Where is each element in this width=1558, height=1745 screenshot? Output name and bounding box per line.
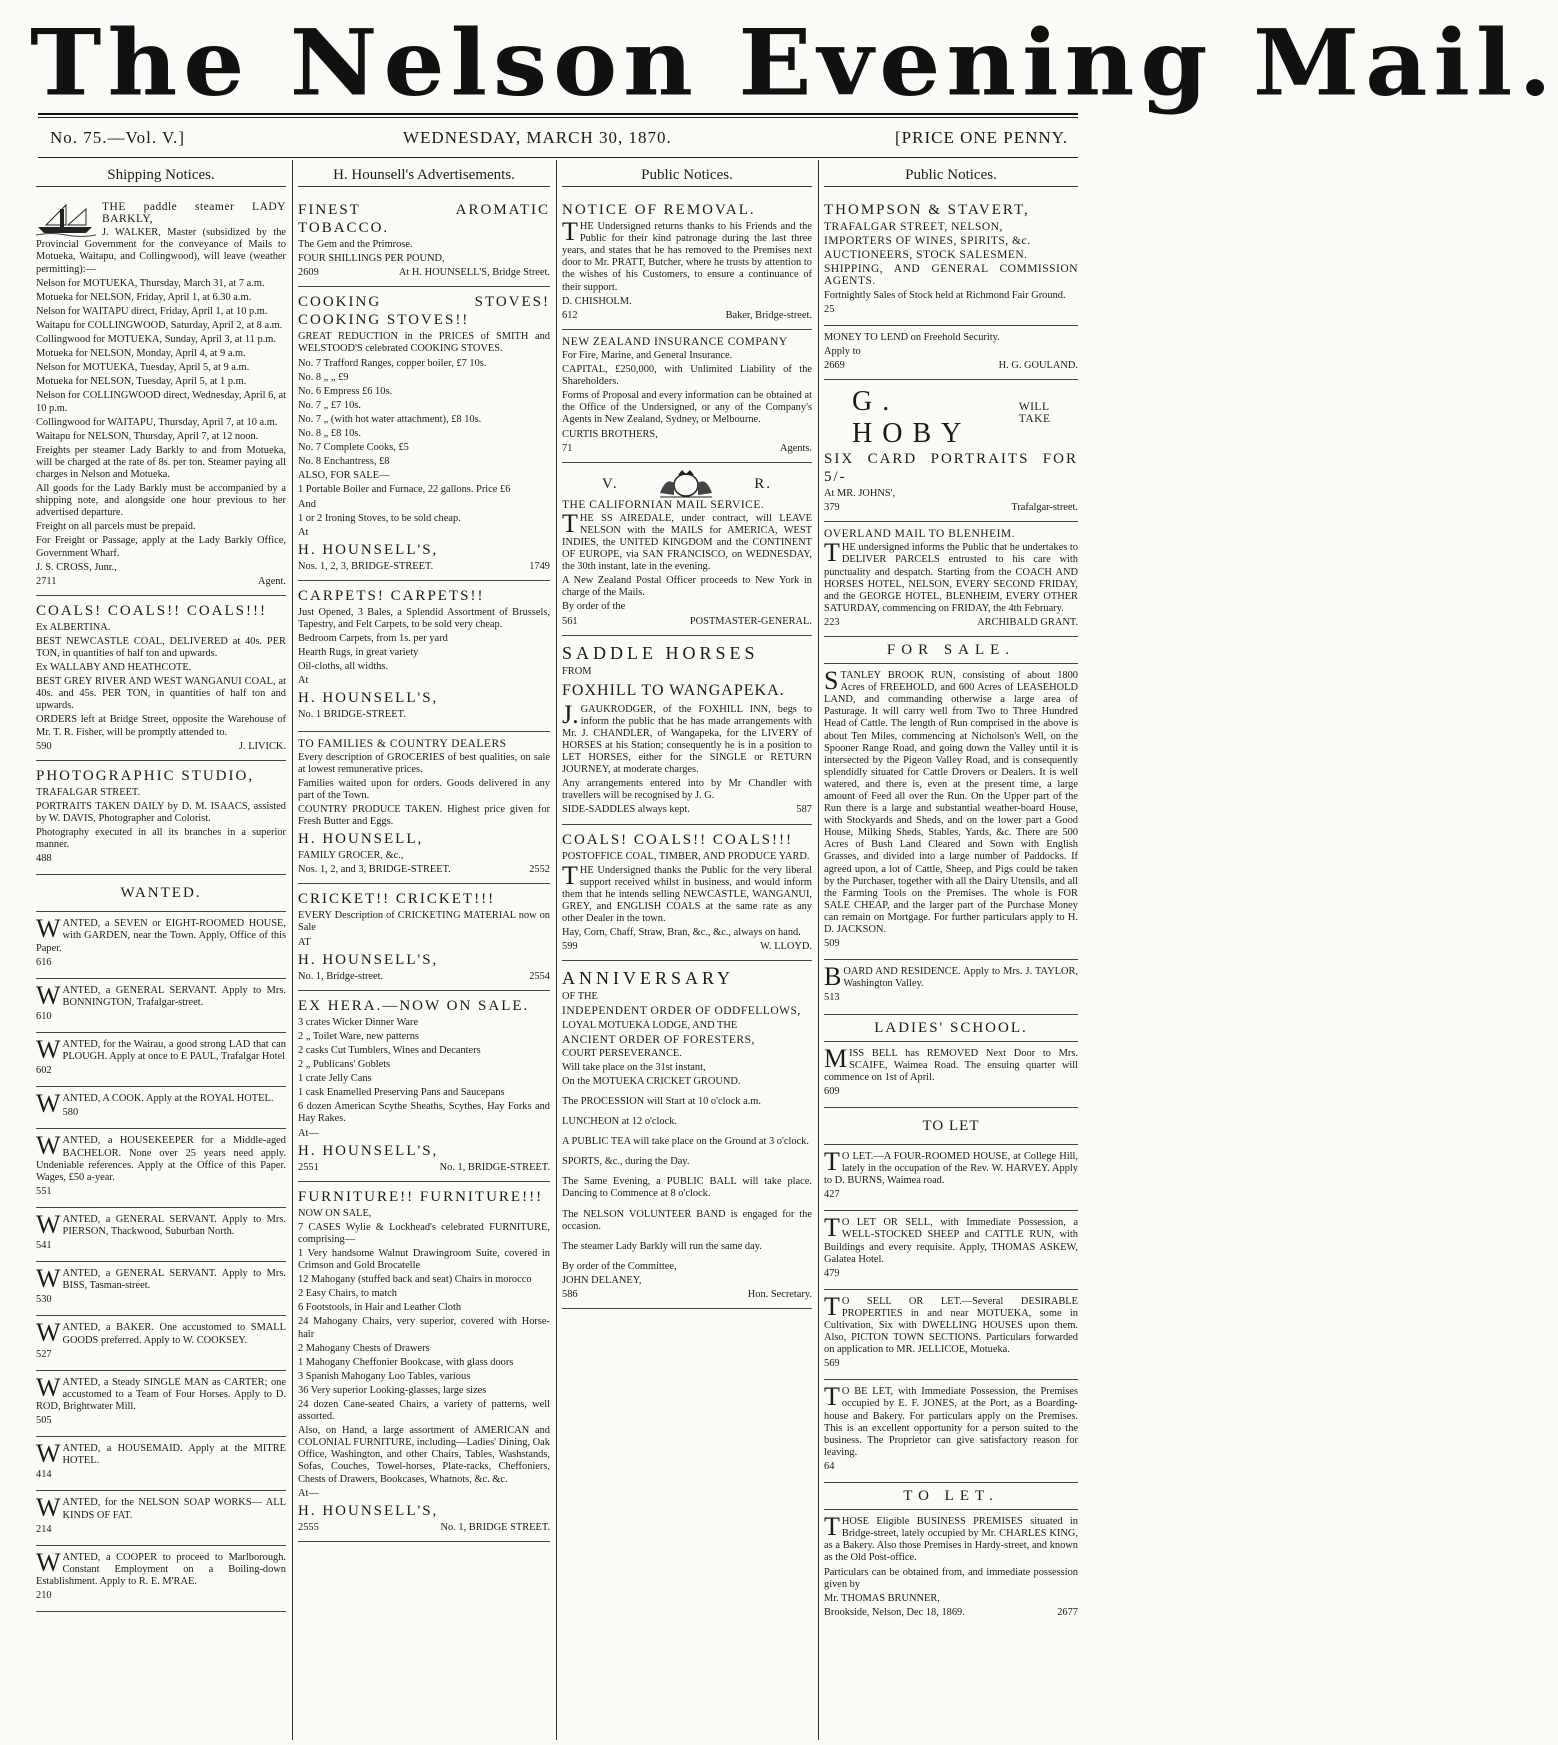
ad-title: EX HERA.—NOW ON SALE. <box>298 997 530 1014</box>
stoves-ad <box>298 287 550 581</box>
ad-body: THE Undersigned returns thanks to his Friends and the Public for their kind patronage during the last three years, and states that he has removed to the Premises next door to Mr. PRATT, Butcher, where he trusts by attention to the wishes of his Customers, to ensure a continuance of their support. <box>562 217 812 293</box>
ad-subtitle: Ex ALBERTINA. <box>36 621 111 633</box>
ad-signature: W. LLOYD. <box>760 941 812 953</box>
ad-number: 2555 <box>298 1521 319 1533</box>
list-item: Bedroom Carpets, from 1s. per yard <box>298 633 448 645</box>
wanted-ad <box>36 1316 286 1370</box>
ad-body: THE Undersigned thanks the Public for the very liberal support received whilst in business, and would inform them that he intends selling NEWCASTLE, WANGANUI, GREY, and ENGLISH COALS at the same rate as any other Dealer in the town. <box>562 860 812 925</box>
ad-subtitle: AT <box>298 936 311 948</box>
ad-subtitle: By order of the Committee, <box>562 1260 677 1272</box>
ad-signature: JOHN DELANEY, <box>562 1274 642 1286</box>
ad-subtitle: At <box>298 675 309 687</box>
tobacco-ad <box>298 195 550 287</box>
ad-body: TO BE LET, with Immediate Possession, the Premises occupied by E. F. JONES, at the Port, as a Boarding-house and Bakery. For particulars apply on the Premises. This is an excellent opportunity for a person suited to the business. The Proprietor can give satisfactory reason for leaving. <box>824 1382 1078 1458</box>
ad-subtitle: IMPORTERS OF WINES, SPIRITS, &c. <box>824 235 1031 248</box>
ad-title: ANNIVERSARY <box>562 968 735 989</box>
list-item: No. 6 Empress £6 10s. <box>298 385 393 397</box>
to-let-ad <box>824 1290 1078 1381</box>
sailing-line: Nelson for MOTUEKA, Thursday, March 31, at 7 a.m. <box>36 277 265 289</box>
ad-subtitle: AUCTIONEERS, STOCK SALESMEN. <box>824 249 1028 262</box>
ad-subtitle: NOW ON SALE, <box>298 1207 372 1219</box>
ad-name: H. HOUNSELL'S, <box>298 951 439 968</box>
ad-body: WANTED, for the NELSON SOAP WORKS— ALL KINDS OF FAT. <box>36 1493 286 1523</box>
to-let-header: TO LET <box>824 1108 1078 1145</box>
ad-name: H. HOUNSELL, <box>298 831 424 848</box>
ad-number: 509 <box>824 938 840 950</box>
ad-body: BEST GREY RIVER AND WEST WANGANUI COAL, at 40s. and 45s. PER TON, in quantities of half ton and upwards. <box>36 676 286 712</box>
ad-role: Hon. Secretary. <box>747 1289 812 1300</box>
ad-body: WANTED, a GENERAL SERVANT. Apply to Mrs. BISS, Tasman-street. <box>36 1264 286 1294</box>
ad-number: 551 <box>36 1185 52 1197</box>
ad-body: WANTED, a GENERAL SERVANT. Apply to Mrs. BONNINGTON, Trafalgar-street. <box>36 980 286 1010</box>
coals-ad <box>36 596 286 761</box>
ad-body: LUNCHEON at 12 o'clock. <box>562 1116 677 1128</box>
ad-title: CRICKET!! CRICKET!!! <box>298 891 496 908</box>
ad-number: 25 <box>824 303 835 315</box>
ad-number: 580 <box>62 1107 79 1119</box>
dateline <box>38 128 1078 154</box>
crest-left-letter: V. <box>602 475 619 492</box>
ad-body: WANTED, a BAKER. One accustomed to SMALL GOODS preferred. Apply to W. COOKSEY. <box>36 1318 286 1348</box>
ad-signature: J. LIVICK. <box>238 740 286 752</box>
ad-number: 612 <box>562 309 578 321</box>
ad-body: On the MOTUEKA CRICKET GROUND. <box>562 1075 741 1087</box>
ad-body: TO LET OR SELL, with Immediate Possession, a WELL-STOCKED SHEEP and CATTLE RUN, with Buildings and every requisite. Apply, THOMAS ASKEW, Galatea Hotel. <box>824 1213 1078 1265</box>
column-shipping <box>36 163 286 1735</box>
ad-body: Fortnightly Sales of Stock held at Richmond Fair Ground. <box>824 289 1066 301</box>
furniture-ad <box>298 1182 550 1542</box>
ad-body: EVERY Description of CRICKETING MATERIAL now on Sale <box>298 910 550 934</box>
ad-subtitle: COURT PERSEVERANCE. <box>562 1047 682 1059</box>
ad-number: 2554 <box>529 970 550 982</box>
ad-body: BEST NEWCASTLE COAL, DELIVERED at 40s. PER TON, in quantities of half ton and upwards. <box>36 635 286 659</box>
ad-body: TO LET.—A FOUR-ROOMED HOUSE, at College Hill, lately in the occupation of the Rev. W. HARVEY. Apply to D. BURNS, Waimea road. <box>824 1146 1078 1187</box>
ad-signature: ARCHIBALD GRANT. <box>977 616 1078 628</box>
to-let-header-2: TO LET. <box>824 1483 1078 1510</box>
ad-title: PHOTOGRAPHIC STUDIO, <box>36 767 255 784</box>
ad-signature: CURTIS BROTHERS, <box>562 428 658 440</box>
wanted-ad <box>36 1033 286 1087</box>
ad-subtitle: At— <box>298 1127 319 1139</box>
ad-body: J. WALKER, Master (subsidized by the Provincial Government for the conveyance of Mails to Motueka, Waitapu, and Collingwood), will leave (weather permitting):— <box>36 227 286 275</box>
ad-subtitle: For Fire, Marine, and General Insurance. <box>562 349 733 361</box>
ad-title: COALS! COALS!! COALS!!! <box>562 831 793 848</box>
ad-title: CARPETS! CARPETS!! <box>298 587 485 604</box>
ad-number: 414 <box>36 1469 52 1481</box>
list-item: 2 Mahogany Chests of Drawers <box>298 1342 430 1354</box>
ad-body: SIDE-SADDLES always kept. <box>562 804 690 816</box>
ad-number: 587 <box>796 804 812 816</box>
wanted-ad <box>36 1491 286 1545</box>
ad-address: No. 1, BRIDGE-STREET. <box>439 1161 550 1173</box>
sailing-line: Collingwood for MOTUEKA, Sunday, April 3, at 11 p.m. <box>36 334 276 346</box>
ad-address: No. 1 BRIDGE-STREET. <box>298 709 406 721</box>
hoby-portraits-ad <box>824 380 1078 522</box>
ad-body: MISS BELL has REMOVED Next Door to Mrs. SCAIFE, Waimea Road. The ensuing quarter will commence on 1st of April. <box>824 1043 1078 1083</box>
wanted-ad <box>36 912 286 978</box>
stanley-brook-ad <box>824 664 1078 960</box>
ad-body: WANTED, a GENERAL SERVANT. Apply to Mrs. PIERSON, Thackwood, Suburban North. <box>36 1209 286 1239</box>
ad-subtitle: TRAFALGAR STREET. <box>36 786 141 798</box>
ad-number: 2552 <box>529 864 550 876</box>
ad-body: THOSE Eligible BUSINESS PREMISES situated in Bridge-street, lately occupied by Mr. CHARLES KING, as a Bakery. Also those Premises in Hardy-street, and known as the Old Post-office. <box>824 1512 1078 1564</box>
ad-body: The Same Evening, a PUBLIC BALL will take place. Dancing to Commence at 8 o'clock. <box>562 1176 812 1200</box>
ad-title: NOTICE OF REMOVAL. <box>562 202 756 219</box>
ad-number: 488 <box>36 853 52 865</box>
ad-address: Baker, Bridge-street. <box>725 309 812 321</box>
ad-body: Freight on all parcels must be prepaid. <box>36 521 196 533</box>
ad-body: Families waited upon for orders. Goods delivered in any part of the Town. <box>298 777 550 801</box>
list-item: No. 8 „ £8 10s. <box>298 428 361 440</box>
ad-number: 379 <box>824 502 840 514</box>
ad-number: 2677 <box>1057 1606 1078 1618</box>
carpets-ad <box>298 581 550 732</box>
ad-body: THE undersigned informs the Public that he undertakes to DELIVER PARCELS entrusted to his care with punctuality and despatch. Starting from the COACH AND HORSES HOTEL, NELSON, EVERY SECOND FRIDAY, and the GEORGE HOTEL, BLENHEIM, EVERY OTHER SATURDAY, commencing on FRIDAY, the 4th February. <box>824 538 1078 614</box>
ad-body: Particulars can be obtained from, and immediate possession given by <box>824 1566 1078 1590</box>
ad-body: Every description of GROCERIES of best qualities, on sale at lowest remunerative prices. <box>298 751 550 775</box>
ad-title: SADDLE HORSES <box>562 642 759 663</box>
list-item: 24 Mahogany Chairs, very superior, covered with Horse-hair <box>298 1316 550 1340</box>
ad-subtitle: FAMILY GROCER, &c., <box>298 850 404 862</box>
ad-address: Trafalgar-street. <box>1011 502 1078 514</box>
masthead-rule-thin <box>38 117 1078 118</box>
lady-barkly-ad <box>36 195 286 596</box>
ad-number: 427 <box>824 1189 840 1201</box>
list-item: 6 Footstools, in Hair and Leather Cloth <box>298 1302 462 1314</box>
list-item: No. 8 Enchantress, £8 <box>298 456 390 468</box>
issue-date: WEDNESDAY, MARCH 30, 1870. <box>403 128 672 147</box>
ad-number: 609 <box>824 1085 840 1097</box>
masthead-rule <box>38 113 1078 115</box>
ad-body: WANTED, a SEVEN or EIGHT-ROOMED HOUSE, with GARDEN, near the Town. Apply, Office of this Paper. <box>36 914 286 954</box>
royal-crest-icon <box>656 469 716 499</box>
ad-number: 210 <box>36 1589 52 1601</box>
for-sale-header: FOR SALE. <box>824 637 1078 664</box>
column-public-notices-2 <box>824 163 1078 1735</box>
list-item: Hearth Rugs, in great variety <box>298 647 419 659</box>
sailing-line: Motueka for NELSON, Friday, April 1, at 6.30 a.m. <box>36 291 252 303</box>
ad-address: Nos. 1, 2, 3, BRIDGE-STREET. <box>298 560 434 572</box>
sailing-line: Nelson for MOTUEKA, Tuesday, April 5, at 9 a.m. <box>36 362 250 374</box>
ad-subtitle: ALSO, FOR SALE— <box>298 470 390 482</box>
ad-body: TO SELL OR LET.—Several DESIRABLE PROPERTIES in and near MOTUEKA, some in Cultivation, Six with DWELLING HOUSES upon them. Also, PICTON TOWN SECTIONS. Particulars forwarded on application to MR. JELLICOE, Motueka. <box>824 1291 1078 1356</box>
sailing-line: Waitapu for NELSON, Thursday, April 7, at 12 noon. <box>36 430 259 442</box>
dateline-rule <box>38 157 1078 158</box>
list-item: 24 dozen Cane-seated Chairs, a variety of patterns, well assorted. <box>298 1399 550 1423</box>
sailing-line: Collingwood for WAITAPU, Thursday, April 7, at 10 a.m. <box>36 416 278 428</box>
list-item: 3 crates Wicker Dinner Ware <box>298 1016 419 1028</box>
list-item: 2 casks Cut Tumblers, Wines and Decanters <box>298 1044 481 1056</box>
ad-name: H. HOUNSELL'S, <box>298 1502 439 1519</box>
ad-number: 527 <box>36 1348 52 1360</box>
ad-body: Also, on Hand, a large assortment of AMERICAN and COLONIAL FURNITURE, including—Ladies' Dining, Oak Office, Washington, and other Chairs, Tables, Washstands, Sofas, Couches, Towel-horses, Plate-racks, Cheffoniers, Chests of Drawers, Bookcases, Whatnots, &c. &c. <box>298 1425 550 1485</box>
list-item: No. 7 „ (with hot water attachment), £8 10s. <box>298 413 482 425</box>
ad-subtitle: LOYAL MOTUEKA LODGE, AND THE <box>562 1019 738 1031</box>
ad-body: All goods for the Lady Barkly must be accompanied by a shipping note, and alongside one hour previous to her advertised departure. <box>36 483 286 519</box>
ad-title: FINEST AROMATIC TOBACCO. <box>298 202 550 237</box>
ad-number: 569 <box>824 1358 840 1370</box>
to-let-ad <box>824 1211 1078 1289</box>
list-item: 6 dozen American Scythe Sheaths, Scythes, Hay Forks and Hay Rakes. <box>298 1101 550 1125</box>
ad-body: Hay, Corn, Chaff, Straw, Bran, &c., &c., always on hand. <box>562 927 801 939</box>
ad-number: 590 <box>36 740 52 752</box>
ad-subtitle: Ex WALLABY AND HEATHCOTE. <box>36 662 192 674</box>
ad-title: MONEY TO LEND on Freehold Security. <box>824 331 1000 343</box>
ad-subtitle: POSTOFFICE COAL, TIMBER, AND PRODUCE YARD. <box>562 850 810 862</box>
families-ad <box>298 732 550 885</box>
ad-name: G. HOBY <box>852 386 972 450</box>
ad-number: 616 <box>36 956 52 968</box>
ad-body: Will take place on the 31st instant, <box>562 1061 706 1073</box>
ad-signature: POSTMASTER-GENERAL. <box>689 615 812 627</box>
ad-number: 2551 <box>298 1161 319 1173</box>
ad-number: 71 <box>562 442 573 454</box>
column-public-notices <box>562 163 812 1735</box>
ad-body: ORDERS left at Bridge Street, opposite the Warehouse of Mr. T. R. Fisher, will be promptly attended to. <box>36 714 286 738</box>
wanted-ad <box>36 1437 286 1491</box>
issue-price: [PRICE ONE PENNY. <box>894 128 1068 147</box>
ad-body: A PUBLIC TEA will take place on the Ground at 3 o'clock. <box>562 1136 809 1148</box>
ad-number: 479 <box>824 1267 840 1279</box>
ladies-school-ad <box>824 1042 1078 1108</box>
ad-body: WANTED, A COOK. Apply at the ROYAL HOTEL. <box>36 1089 274 1119</box>
ad-name: H. HOUNSELL'S, <box>298 541 439 558</box>
ad-title: COALS! COALS!! COALS!!! <box>36 602 267 619</box>
ad-body: BOARD AND RESIDENCE. Apply to Mrs. J. TAYLOR, Washington Valley. <box>824 962 1078 992</box>
sailing-line: Motueka for NELSON, Tuesday, April 5, at 1 p.m. <box>36 376 247 388</box>
hera-ad <box>298 991 550 1182</box>
ad-signature: Mr. THOMAS BRUNNER, <box>824 1592 940 1604</box>
to-let-ad <box>824 1145 1078 1211</box>
sailing-line: Waitapu for COLLINGWOOD, Saturday, April 2, at 8 a.m. <box>36 319 283 331</box>
ad-title: COOKING STOVES! COOKING STOVES!! <box>298 294 550 329</box>
column-header: Public Notices. <box>562 163 812 187</box>
ad-title: THE paddle steamer LADY BARKLY, <box>102 201 286 226</box>
postoffice-coals-ad <box>562 825 812 962</box>
ad-subtitle: FROM <box>562 665 592 677</box>
ad-number: 2711 <box>36 575 57 587</box>
anniversary-ad <box>562 961 812 1309</box>
ad-body: COUNTRY PRODUCE TAKEN. Highest price given for Fresh Butter and Eggs. <box>298 804 550 828</box>
ad-address: Brookside, Nelson, Dec 18, 1869. <box>824 1606 965 1618</box>
ad-title: THOMPSON & STAVERT, <box>824 202 1030 219</box>
brunner-premises-ad <box>824 1510 1078 1626</box>
ad-subtitle: At— <box>298 1487 319 1499</box>
ad-body: For Freight or Passage, apply at the Lady Barkly Office, Government Wharf. <box>36 535 286 559</box>
ad-body: The steamer Lady Barkly will run the same day. <box>562 1240 762 1252</box>
wanted-ad <box>36 1546 286 1612</box>
list-item: 1 Portable Boiler and Furnace, 22 gallons. Price £6 <box>298 484 511 496</box>
ad-body: STANLEY BROOK RUN, consisting of about 1800 Acres of FREEHOLD, and 600 Acres of LEASEHOLD LAND, and commanding otherwise a large area of Pasturage. It will carry well from Two to Three Hundred Head of Cattle. The length of Run comprised in the above is about Ten Miles, commencing at Nicholson's Well, on the Spooner Range Road, and going down the Valley until it is intersected by the Pigeon Valley Road, and is consequently splendidly situated for Cattle Drovers or Dealers. It is well watered, and there is, even at the present time, a large amount of Feed all over the Run. On the Upper part of the Run there is a large and substantial weather-board House, with Stockyards and Sheds, and on the lower part a Good House, Milking Sheds, Stables, Yards, &c. There are 500 Acres of Bush Land Cleared and Sown with English Grasses, and divided into a large number of Paddocks. If agreed upon, a lot of Cattle, Sheep, and Pigs could be taken by the Purchaser, together with all the Dairy Utensils, and all the Farming Tools on the Premises. The whole is FOR SALE CHEAP, and the larger part of the Purchase Money can remain on Mortgage. For further particulars apply to H. D. JACKSON. <box>824 666 1078 936</box>
removal-ad <box>562 195 812 330</box>
ad-body: Photography executed in all its branches in a superior manner. <box>36 827 286 851</box>
ad-subtitle: WILL TAKE <box>1018 401 1051 426</box>
ladies-school-header: LADIES' SCHOOL. <box>824 1015 1078 1042</box>
column-header: H. Hounsell's Advertisements. <box>298 163 550 187</box>
ad-address: At H. HOUNSELL'S, Bridge Street. <box>398 267 550 279</box>
ad-address: No. 1, BRIDGE STREET. <box>440 1521 550 1533</box>
ad-number: 223 <box>824 616 840 628</box>
list-item: 1 Mahogany Cheffonier Bookcase, with glass doors <box>298 1356 514 1368</box>
ad-number: 586 <box>562 1289 578 1300</box>
ad-body: FOUR SHILLINGS PER POUND, <box>298 253 445 265</box>
column-divider <box>556 160 557 1740</box>
list-item: 3 Spanish Mahogany Loo Tables, various <box>298 1370 471 1382</box>
ad-subtitle: The Gem and the Primrose. <box>298 239 413 251</box>
sailing-line: Nelson for WAITAPU direct, Friday, April 1, at 10 p.m. <box>36 305 268 317</box>
list-item: 1 or 2 Ironing Stoves, to be sold cheap. <box>298 512 461 524</box>
ad-subtitle: Apply to <box>824 345 861 357</box>
ad-number: 1749 <box>529 560 550 572</box>
ad-subtitle: OF THE <box>562 991 598 1003</box>
ad-number: 505 <box>36 1415 52 1427</box>
ad-body: The NELSON VOLUNTEER BAND is engaged for the occasion. <box>562 1208 812 1232</box>
ad-name: H. HOUNSELL'S, <box>298 1142 439 1159</box>
list-item: No. 7 Trafford Ranges, copper boiler, £7 10s. <box>298 357 487 369</box>
ad-subtitle: At <box>298 526 309 538</box>
ad-address: No. 1, Bridge-street. <box>298 970 384 982</box>
ad-number: 64 <box>824 1460 835 1472</box>
wanted-ad <box>36 979 286 1033</box>
ad-number: 2669 <box>824 359 845 371</box>
to-let-ad <box>824 1380 1078 1483</box>
ad-body: J.GAUKRODGER, of the FOXHILL INN, begs to inform the public that he has made arrangements with Mr. J. CHANDLER, of Wangapeka, for the LIVERY of HORSES at his Station; consequently he is in a position to LET HORSES, either for the SINGLE or RETURN JOURNEY, at moderate charges. <box>562 699 812 776</box>
board-residence-ad <box>824 960 1078 1014</box>
ad-body: WANTED, a HOUSEKEEPER for a Middle-aged BACHELOR. None over 25 years need apply. Undeniable references. Apply at the Office of this Paper. Wages, £50 a-year. <box>36 1131 286 1183</box>
ad-title: TO FAMILIES & COUNTRY DEALERS <box>298 737 507 750</box>
ad-body: WANTED, for the Wairau, a good strong LAD that can PLOUGH. Apply at once to E PAUL, Trafalgar Hotel <box>36 1034 286 1064</box>
ad-number: 214 <box>36 1523 52 1535</box>
list-item: 12 Mahogany (stuffed back and seat) Chairs in morocco <box>298 1274 532 1286</box>
column-header: Shipping Notices. <box>36 163 286 187</box>
ad-body: CAPITAL, £250,000, with Unlimited Liability of the Shareholders. <box>562 364 812 388</box>
ad-number: 599 <box>562 941 578 953</box>
list-item: 1 crate Jelly Cans <box>298 1073 372 1085</box>
ad-subtitle: At MR. JOHNS', <box>824 488 896 500</box>
wanted-ad <box>36 1129 286 1207</box>
crest-right-letter: R. <box>754 475 772 492</box>
ad-body: Forms of Proposal and every information can be obtained at the Office of the Undersigned, or any of the Company's Agents in New Zealand, Sydney, or Melbourne. <box>562 390 812 426</box>
ad-body: GREAT REDUCTION in the PRICES of SMITH and WELSTOOD'S celebrated COOKING STOVES. <box>298 331 550 355</box>
ad-subtitle: SHIPPING, AND GENERAL COMMISSION AGENTS. <box>824 263 1078 288</box>
ad-body: SPORTS, &c., during the Day. <box>562 1156 690 1168</box>
list-item: 36 Very superior Looking-glasses, large sizes <box>298 1384 487 1396</box>
ad-body: A New Zealand Postal Officer proceeds to New York in charge of the Mails. <box>562 575 812 599</box>
column-hounsell <box>298 163 550 1735</box>
list-item: 2 „ Toilet Ware, new patterns <box>298 1030 419 1042</box>
ad-body: Just Opened, 3 Bales, a Splendid Assortment of Brussels, Tapestry, and Felt Carpets, to be sold very cheap. <box>298 606 550 630</box>
ad-title: FURNITURE!! FURNITURE!!! <box>298 1188 544 1205</box>
wanted-ad <box>36 1087 286 1129</box>
list-item: No. 7 Complete Cooks, £5 <box>298 442 409 454</box>
ad-signature: D. CHISHOLM. <box>562 295 632 307</box>
list-item: 1 cask Enamelled Preserving Pans and Saucepans <box>298 1087 505 1099</box>
ad-body: WANTED, a HOUSEMAID. Apply at the MITRE HOTEL. <box>36 1439 286 1469</box>
ad-number: 561 <box>562 615 578 627</box>
list-item: No. 8 „ „ £9 <box>298 371 349 383</box>
list-item: Oil-cloths, all widths. <box>298 661 389 673</box>
overland-mail-ad <box>824 522 1078 637</box>
column-divider <box>292 160 293 1740</box>
ad-name: H. HOUNSELL'S, <box>298 690 439 707</box>
ad-subtitle: TRAFALGAR STREET, NELSON, <box>824 221 1003 234</box>
wanted-ad <box>36 1208 286 1262</box>
ad-role: Agents. <box>779 442 812 454</box>
ad-title: NEW ZEALAND INSURANCE COMPANY <box>562 335 788 348</box>
ad-number: 2609 <box>298 267 319 279</box>
ad-body: PORTRAITS TAKEN DAILY by D. M. ISAACS, assisted by W. DAVIS, Photographer and Colorist. <box>36 800 286 824</box>
ad-number: 610 <box>36 1010 52 1022</box>
insurance-ad <box>562 330 812 463</box>
wanted-header: WANTED. <box>36 875 286 912</box>
thompson-stavert-ad <box>824 195 1078 326</box>
ad-body: THE SS AIREDALE, under contract, will LEAVE NELSON with the MAILS for AMERICA, WEST INDIES, the UNITED KINGDOM and the CONTINENT OF EUROPE, via SAN FRANCISCO, on WEDNESDAY, the 30th instant, late in the evening. <box>562 508 812 573</box>
ad-address: Nos. 1, 2, and 3, BRIDGE-STREET. <box>298 864 451 876</box>
masthead-title: The Nelson Evening Mail. <box>30 8 1558 117</box>
ad-signature: J. S. CROSS, Junr., <box>36 561 117 573</box>
money-to-lend-ad <box>824 326 1078 380</box>
ad-body: Freights per steamer Lady Barkly to and from Motueka, will be charged at the rate of 8s. per ton. Steamer paying all charges in Nelson and Motueka. <box>36 444 286 480</box>
issue-number: No. 75.—Vol. V.] <box>50 128 186 147</box>
ad-title: OVERLAND MAIL TO BLENHEIM. <box>824 528 1016 541</box>
list-item: 2 „ Publicans' Goblets <box>298 1059 391 1071</box>
ad-title: THE CALIFORNIAN MAIL SERVICE. <box>562 498 765 511</box>
ad-title: SIX CARD PORTRAITS FOR 5/- <box>824 451 1078 486</box>
column-header: Public Notices. <box>824 163 1078 187</box>
ad-number: 602 <box>36 1065 52 1077</box>
sailing-line: Nelson for COLLINGWOOD direct, Wednesday, April 6, at 10 p.m. <box>36 390 286 414</box>
sailing-line: Motueka for NELSON, Monday, April 4, at 9 a.m. <box>36 348 246 360</box>
ad-subtitle: ANCIENT ORDER OF FORESTERS, <box>562 1033 755 1046</box>
ad-subtitle: And <box>298 498 316 510</box>
ad-subtitle: INDEPENDENT ORDER OF ODDFELLOWS, <box>562 1005 801 1018</box>
ad-number: 530 <box>36 1294 52 1306</box>
mail-service-ad <box>562 463 812 636</box>
ad-role: Agent. <box>258 575 286 587</box>
list-item: No. 7 „ £7 10s. <box>298 399 361 411</box>
saddle-horses-ad <box>562 636 812 825</box>
ad-number: 513 <box>824 992 840 1004</box>
wanted-ad <box>36 1371 286 1437</box>
ad-body: WANTED, a COOPER to proceed to Marlborough. Constant Employment on a Boiling-down Establishment. Apply to R. E. M'RAE. <box>36 1547 286 1587</box>
steamer-icon <box>36 201 96 237</box>
ad-body: Any arrangements entered into by Mr Chandler with travellers will be recognised by J. G. <box>562 778 812 802</box>
list-item: 2 Easy Chairs, to match <box>298 1288 397 1300</box>
photo-studio-ad <box>36 761 286 876</box>
ad-subtitle: By order of the <box>562 601 626 613</box>
ad-title: FOXHILL TO WANGAPEKA. <box>562 681 785 699</box>
column-divider <box>818 160 819 1740</box>
ad-body: WANTED, a Steady SINGLE MAN as CARTER; one accustomed to a Team of Four Horses. Apply to D. ROD, Brightwater Mill. <box>36 1372 286 1412</box>
cricket-ad <box>298 884 550 990</box>
wanted-ad <box>36 1262 286 1316</box>
ad-number: 541 <box>36 1240 52 1252</box>
ad-body: 7 CASES Wylie & Lockhead's celebrated FURNITURE, comprising— <box>298 1221 550 1245</box>
list-item: 1 Very handsome Walnut Drawingroom Suite, covered in Crimson and Gold Brocatelle <box>298 1247 550 1272</box>
ad-signature: H. G. GOULAND. <box>998 359 1078 371</box>
ad-body: The PROCESSION will Start at 10 o'clock a.m. <box>562 1095 761 1107</box>
